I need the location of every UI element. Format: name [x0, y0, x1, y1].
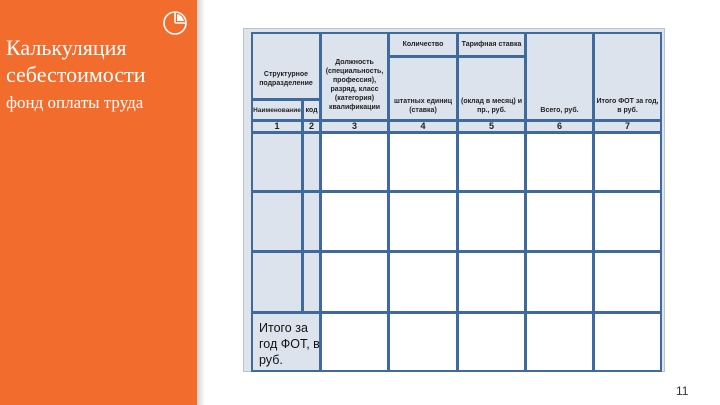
total-cell [593, 312, 662, 372]
table-cell [302, 191, 321, 252]
table-cell [593, 132, 662, 192]
table-cell [388, 251, 458, 313]
table-cell [251, 251, 303, 313]
column-number: 6 [556, 121, 562, 131]
header-quantity-label: Количество [402, 41, 444, 48]
table-cell [251, 132, 303, 192]
table-cell [457, 251, 526, 313]
title-line-2: себестоимости [6, 62, 146, 87]
table-cell [388, 191, 458, 252]
header-structural-unit [251, 32, 321, 100]
total-cell [388, 312, 458, 372]
header-total-label: Всего, руб. [540, 107, 579, 114]
table-cell [320, 132, 389, 192]
total-row-label: Итого за год ФОТ, в руб. [259, 321, 320, 367]
table-cell [388, 132, 458, 192]
slide-subtitle: фонд оплаты труда [6, 93, 144, 112]
header-code-label: код [305, 107, 318, 114]
sidebar-shadow [197, 0, 205, 405]
slide-title [6, 34, 196, 88]
column-number: 5 [488, 121, 494, 131]
column-number: 3 [351, 121, 357, 131]
table-cell [302, 251, 321, 313]
header-name-label: Наименование [253, 107, 301, 114]
title-sidebar [0, 0, 197, 405]
total-cell [525, 312, 594, 372]
table-cell [302, 132, 321, 192]
table-cell [593, 191, 662, 252]
pie-chart-icon [162, 10, 188, 36]
header-salary-label: (оклад в месяц) и пр., руб. [460, 98, 522, 114]
header-position-label: Должность (специальность, профессия), разряд, класс (категория) квалификации [325, 59, 384, 111]
total-cell [320, 312, 389, 372]
table-cell [525, 132, 594, 192]
column-number: 7 [624, 121, 630, 131]
header-fot-total-label: Итого ФОТ за год, в руб. [596, 98, 659, 114]
table-cell [320, 191, 389, 252]
header-staff-units-label: штатных единиц (ставка) [393, 98, 453, 114]
table-cell [593, 251, 662, 313]
table-cell [320, 251, 389, 313]
table-cell [457, 191, 526, 252]
total-cell [457, 312, 526, 372]
header-structural-unit-label: Структурное подразделение [259, 71, 313, 87]
title-line-1: Калькуляция [6, 35, 127, 60]
column-number: 4 [420, 121, 426, 131]
column-number: 1 [274, 121, 280, 131]
column-number: 2 [308, 121, 314, 131]
table-cell [251, 191, 303, 252]
header-tariff-rate-label: Тарифная ставка [461, 41, 522, 48]
page-number: 11 [676, 384, 689, 398]
table-cell [525, 191, 594, 252]
table-cell [525, 251, 594, 313]
table-cell [457, 132, 526, 192]
